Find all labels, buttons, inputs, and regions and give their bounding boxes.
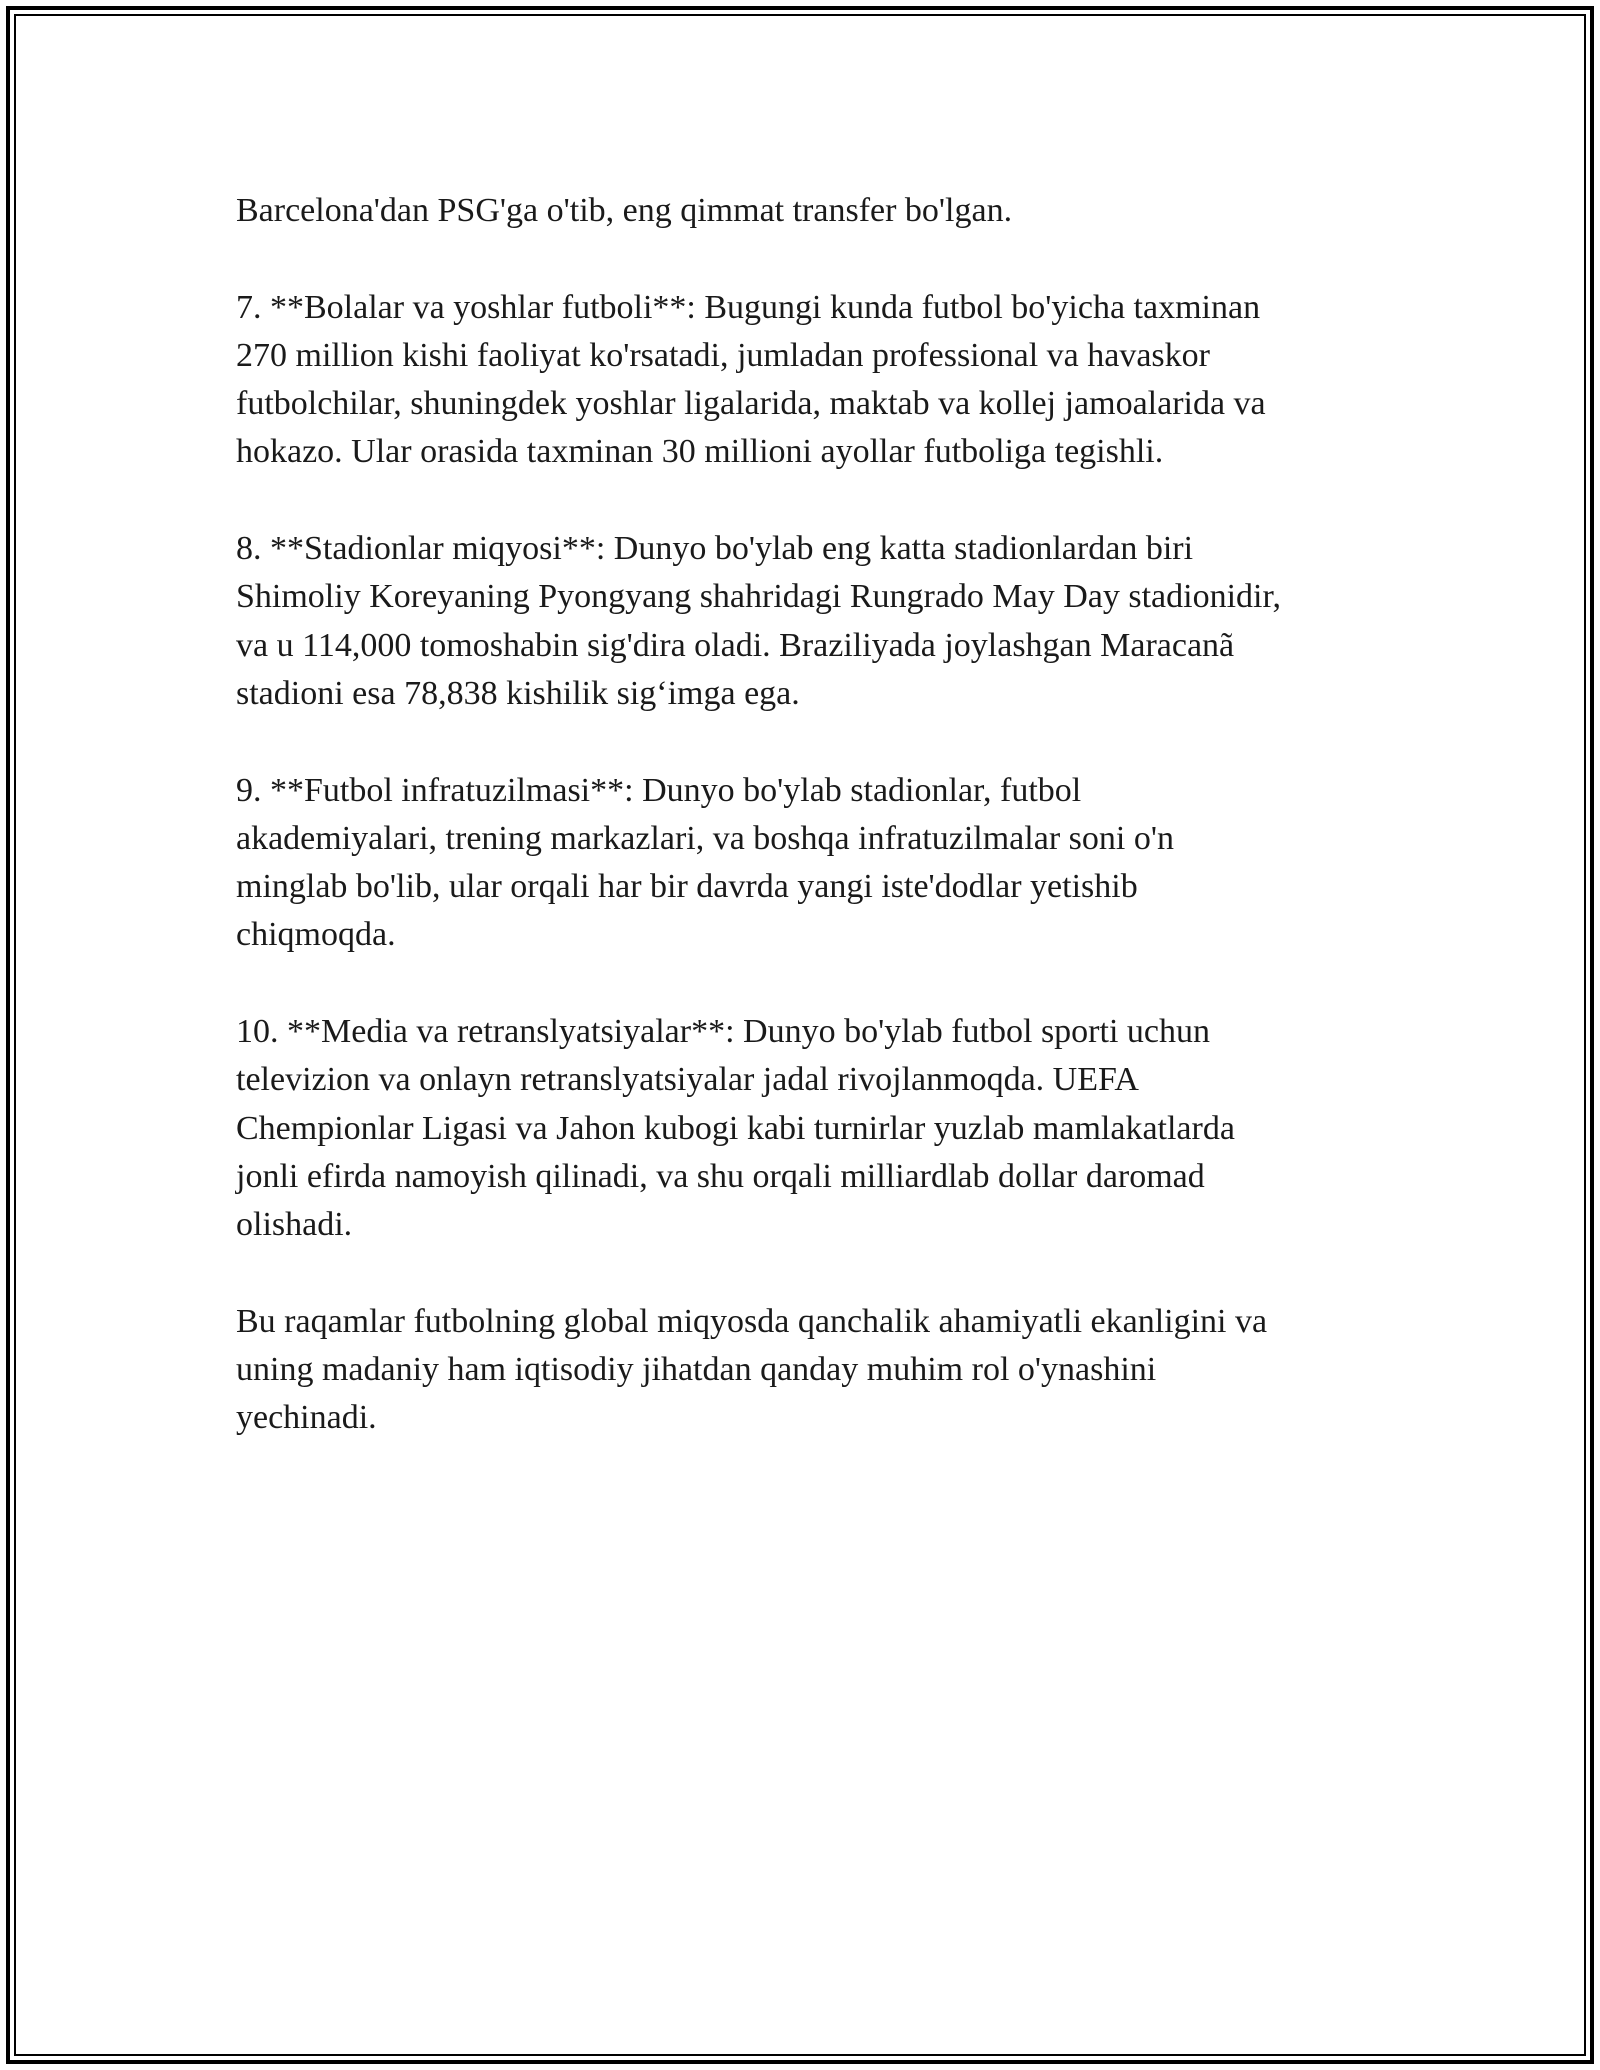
text-line: va u 114,000 tomoshabin sig'dira oladi. Braziliyada joylashgan Maracanã <box>236 626 1235 664</box>
text-line: olishadi. <box>236 1206 353 1244</box>
text-line: Chempionlar Ligasi va Jahon kubogi kabi turnirlar yuzlab mamlakatlarda <box>236 1109 1235 1147</box>
paragraph-item-9 <box>236 767 1376 960</box>
paragraph-item-8 <box>236 525 1376 718</box>
text-line: 9. **Futbol infratuzilmasi**: Dunyo bo'ylab stadionlar, futbol <box>236 771 1082 809</box>
text-line: 10. **Media va retranslyatsiyalar**: Dunyo bo'ylab futbol sporti uchun <box>236 1013 1210 1051</box>
text-line: futbolchilar, shuningdek yoshlar ligalarida, maktab va kollej jamoalarida va <box>236 385 1266 423</box>
text-line: jonli efirda namoyish qilinadi, va shu orqali milliardlab dollar daromad <box>236 1157 1205 1195</box>
text-line: yechinadi. <box>236 1399 377 1437</box>
paragraph-item-10 <box>236 1008 1376 1249</box>
text-line: uning madaniy ham iqtisodiy jihatdan qanday muhim rol o'ynashini <box>236 1351 1157 1389</box>
text-line: 270 million kishi faoliyat ko'rsatadi, jumladan professional va havaskor <box>236 336 1210 374</box>
text-line: Bu raqamlar futbolning global miqyosda qanchalik ahamiyatli ekanligini va <box>236 1302 1268 1340</box>
text-line: televizion va onlayn retranslyatsiyalar jadal rivojlanmoqda. UEFA <box>236 1061 1139 1099</box>
text-line: minglab bo'lib, ular orqali har bir davrda yangi iste'dodlar yetishib <box>236 868 1138 906</box>
text-line: hokazo. Ular orasida taxminan 30 millioni ayollar futboliga tegishli. <box>236 433 1164 471</box>
text-line: Shimoliy Koreyaning Pyongyang shahridagi Rungrado May Day stadionidir, <box>236 578 1281 616</box>
text-line: akademiyalari, trening markazlari, va boshqa infratuzilmalar soni o'n <box>236 819 1174 857</box>
text-line: 8. **Stadionlar miqyosi**: Dunyo bo'ylab eng katta stadionlardan biri <box>236 530 1194 568</box>
paragraph-intro-continuation <box>236 187 1376 235</box>
text-line: 7. **Bolalar va yoshlar futboli**: Bugungi kunda futbol bo'yicha taxminan <box>236 288 1261 326</box>
text-line: stadioni esa 78,838 kishilik sig‘imga ega. <box>236 674 800 712</box>
text-line: chiqmoqda. <box>236 916 396 954</box>
paragraph-item-7 <box>236 284 1376 477</box>
paragraph-conclusion <box>236 1298 1376 1443</box>
text-line: Barcelona'dan PSG'ga o'tib, eng qimmat transfer bo'lgan. <box>236 192 1013 229</box>
document-body <box>236 187 1376 1491</box>
